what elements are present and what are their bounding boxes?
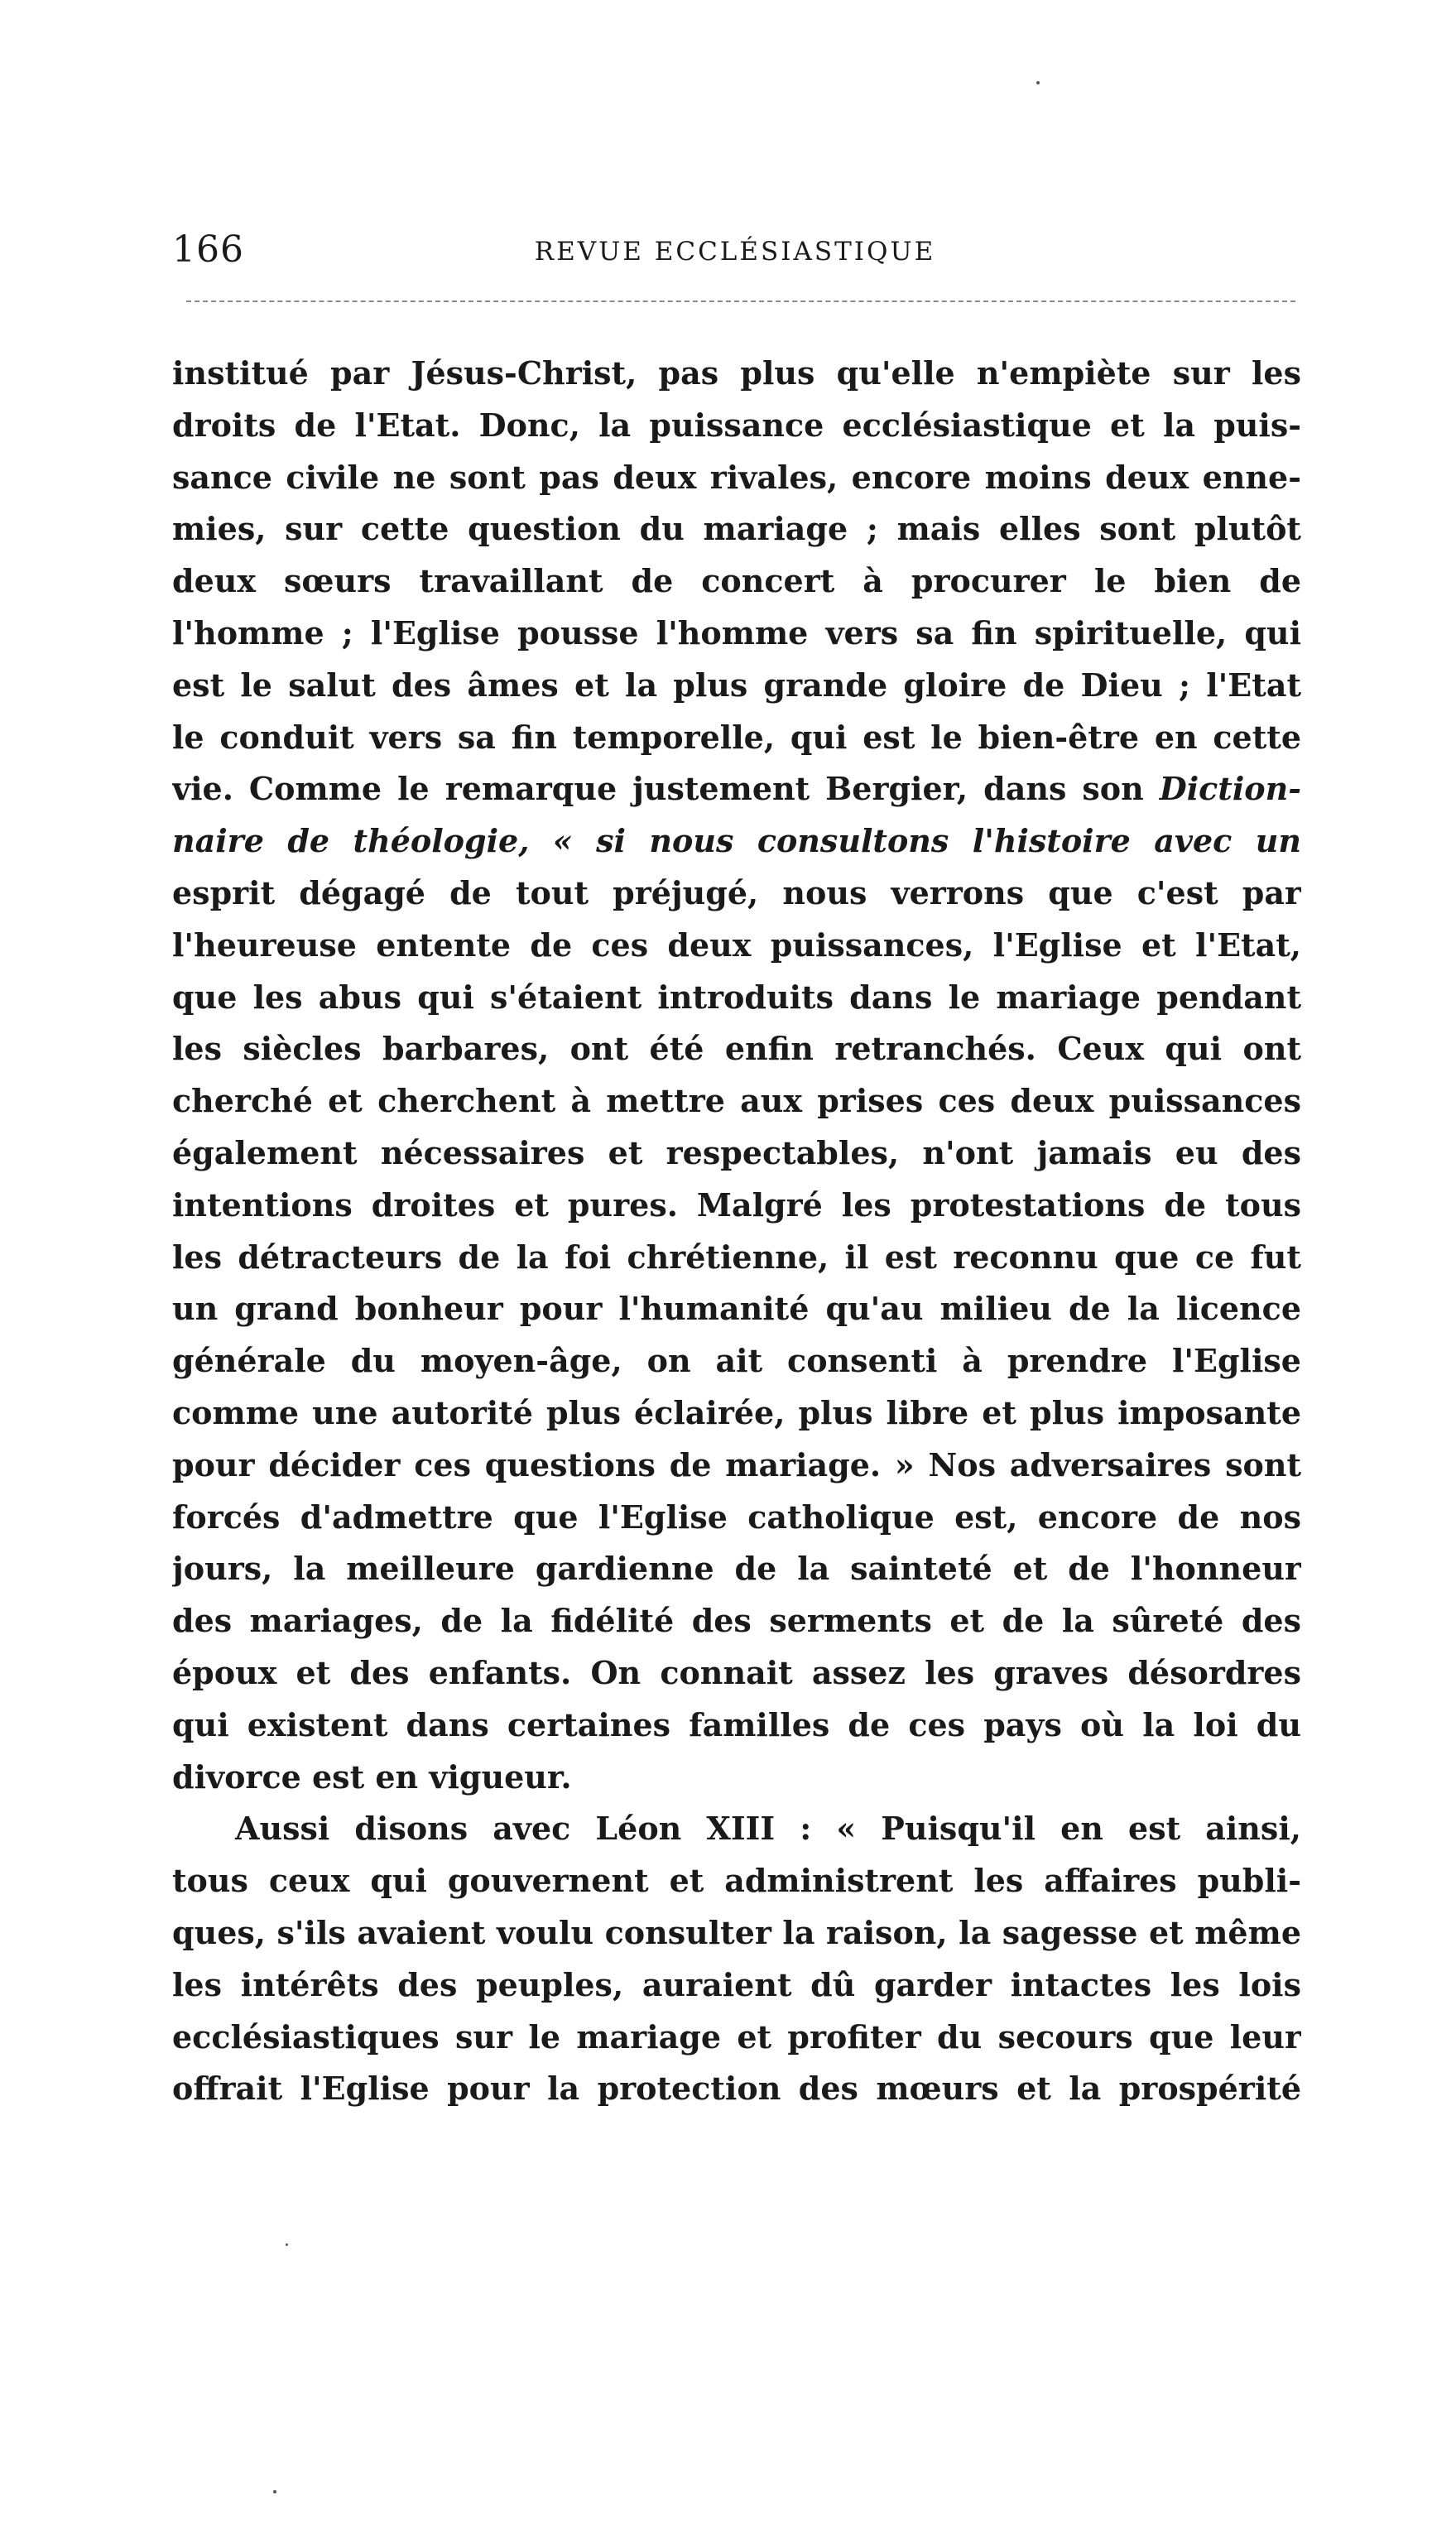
text-line: offrait l'Eglise pour la protection des mœurs et la prospérité [172, 2070, 1301, 2108]
text-line: est le salut des âmes et la plus grande gloire de Dieu ; l'Etat [172, 666, 1301, 704]
text-line: un grand bonheur pour l'humanité qu'au milieu de la licence [172, 1290, 1301, 1328]
text-line: l'homme ; l'Eglise pousse l'homme vers sa fin spirituelle, qui [172, 613, 1301, 652]
text-line: comme une autorité plus éclairée, plus libre et plus imposante [172, 1393, 1301, 1431]
text-line [172, 763, 1301, 815]
text-line: pour décider ces questions de mariage. » Nos adversaires sont [172, 1445, 1301, 1483]
text-line: institué par Jésus-Christ, pas plus qu'elle n'empiète sur les [172, 354, 1301, 392]
body-text [172, 348, 1301, 2115]
text-line: que les abus qui s'étaient introduits dans le mariage pendant [172, 978, 1301, 1016]
text-line: jours, la meilleure gardienne de la sainteté et de l'honneur [172, 1550, 1301, 1588]
text-line: qui existent dans certaines familles de ces pays où la loi du [172, 1705, 1301, 1743]
page-number: 166 [172, 228, 244, 271]
paragraph-start-line: Aussi disons avec Léon XIII : « Puisqu'il en est ainsi, [235, 1810, 1301, 1848]
text-line: les détracteurs de la foi chrétienne, il est reconnu que ce fut [172, 1238, 1301, 1276]
text-line: également nécessaires et respectables, n'ont jamais eu des [172, 1133, 1301, 1171]
italic-title-fragment: naire [172, 822, 264, 860]
header-rule [186, 301, 1295, 302]
text-line: ques, s'ils avaient voulu consulter la raison, la sagesse et même [172, 1913, 1301, 1951]
paper-speck [286, 2243, 288, 2246]
text-line: forcés d'admettre que l'Eglise catholique est, encore de nos [172, 1498, 1301, 1536]
text-line: les siècles barbares, ont été enfin retranchés. Ceux qui ont [172, 1030, 1301, 1068]
text-line-italic-part: de théologie, « si nous consultons l'histoire avec un [287, 822, 1301, 860]
text-line: mies, sur cette question du mariage ; mais elles sont plutôt [172, 510, 1301, 548]
text-line: deux sœurs travaillant de concert à procurer le bien de [172, 562, 1301, 600]
text-line: générale du moyen-âge, on ait consenti à prendre l'Eglise [172, 1342, 1301, 1380]
text-line [172, 815, 1301, 868]
paragraph-end-line: divorce est en vigueur. [172, 1757, 572, 1796]
text-line: esprit dégagé de tout préjugé, nous verrons que c'est par [172, 873, 1301, 911]
paper-speck [273, 2490, 276, 2493]
italic-title-fragment: Diction- [1159, 770, 1301, 808]
text-line: intentions droites et pures. Malgré les protestations de tous [172, 1185, 1301, 1224]
text-line: sance civile ne sont pas deux rivales, encore moins deux enne- [172, 458, 1301, 496]
text-line-roman: vie. Comme le remarque justement Bergier, dans son [172, 770, 1144, 808]
journal-title: REVUE ECCLÉSIASTIQUE [534, 237, 936, 267]
text-line: tous ceux qui gouvernent et administrent les affaires publi- [172, 1862, 1301, 1900]
running-head [172, 225, 1298, 275]
text-line: les intérêts des peuples, auraient dû garder intactes les lois [172, 1965, 1301, 2003]
text-line: époux et des enfants. On connait assez les graves désordres [172, 1653, 1301, 1691]
text-line: le conduit vers sa fin temporelle, qui est le bien-être en cette [172, 718, 1301, 756]
text-line: cherché et cherchent à mettre aux prises ces deux puissances [172, 1082, 1301, 1120]
text-line: des mariages, de la fidélité des serments et de la sûreté des [172, 1602, 1301, 1640]
paper-speck [1036, 81, 1040, 84]
text-line: ecclésiastiques sur le mariage et profiter du secours que leur [172, 2017, 1301, 2056]
text-line: l'heureuse entente de ces deux puissances, l'Eglise et l'Etat, [172, 926, 1301, 964]
text-line: droits de l'Etat. Donc, la puissance ecclésiastique et la puis- [172, 406, 1301, 444]
